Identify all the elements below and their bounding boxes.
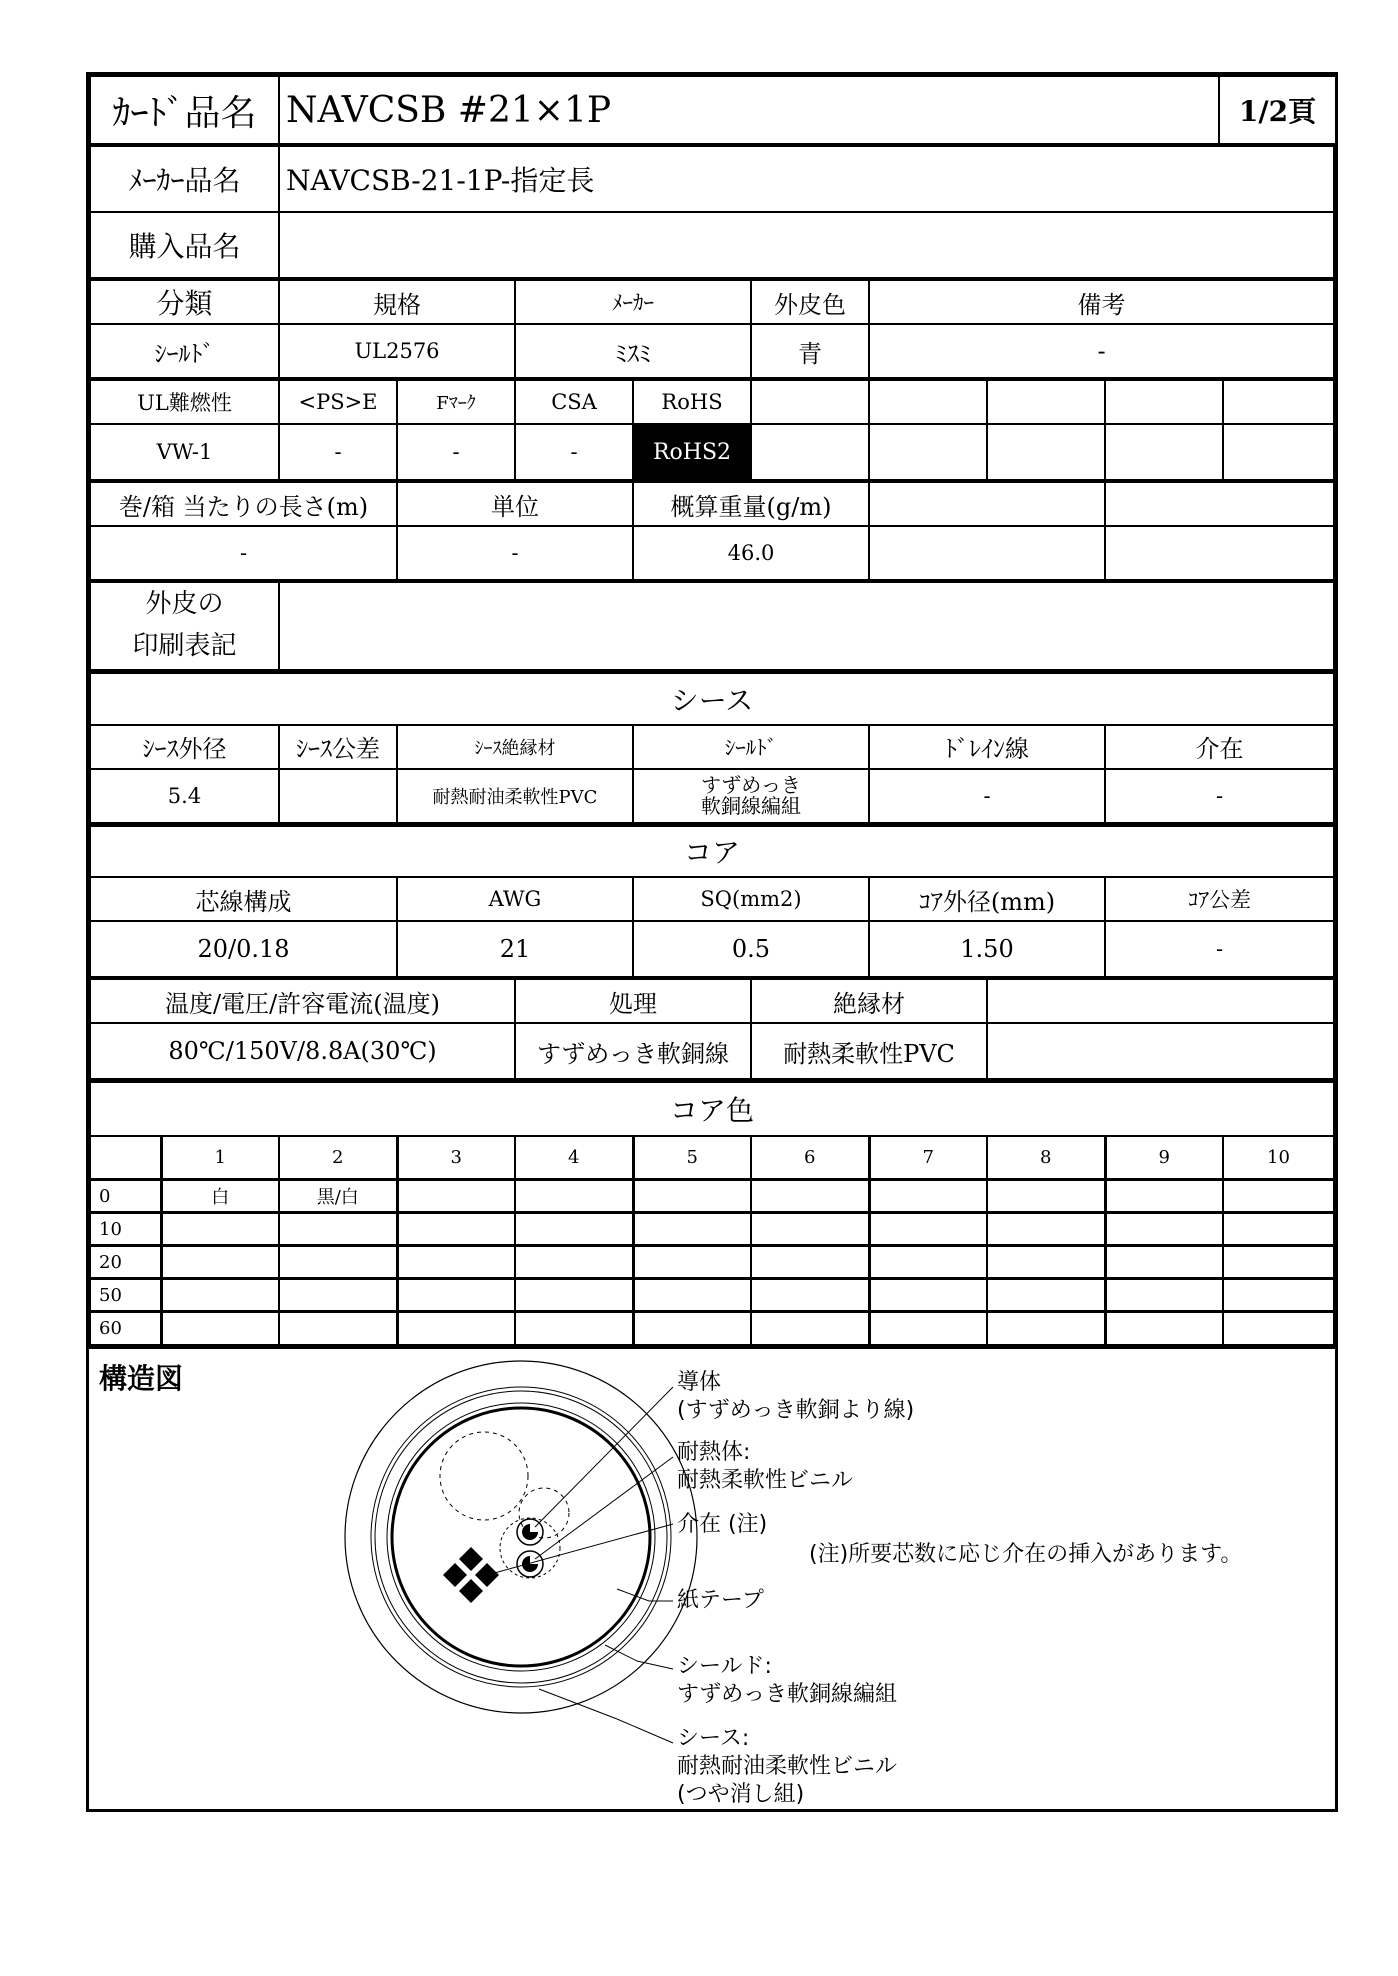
pack-value-2: 46.0 [633, 526, 869, 580]
class-header-3: 外皮色 [751, 280, 869, 324]
core-color-cell [1223, 1246, 1334, 1279]
classification-table [89, 279, 1335, 379]
core-color-cell [161, 1279, 279, 1312]
core-header-4: ｺｱ公差 [1105, 877, 1334, 921]
std-header-0: UL難燃性 [90, 380, 279, 424]
core-color-col-4: 4 [515, 1136, 633, 1180]
sheath-header-4: ﾄﾞﾚｲﾝ線 [869, 725, 1105, 769]
std-value-7 [987, 424, 1105, 480]
label-tape: 紙テープ [677, 1587, 764, 1613]
class-value-3: 青 [751, 324, 869, 378]
purchase-label: 購入品名 [90, 212, 279, 278]
core-color-row-label: 50 [90, 1279, 161, 1312]
core-color-row [90, 1246, 1334, 1279]
std-header-7 [987, 380, 1105, 424]
print-label-line2: 印刷表記 [132, 631, 237, 661]
label-note: (注)所要芯数に応じ介在の挿入があります。 [809, 1541, 1243, 1567]
core-color-cell [515, 1180, 633, 1213]
sheath-value-1 [279, 769, 397, 823]
sheath-value-0: 5.4 [90, 769, 279, 823]
print-table [89, 581, 1335, 671]
core-color-cell [751, 1180, 869, 1213]
core-value-2: 0.5 [633, 921, 869, 977]
label-sheath: シース: 耐熱耐油柔軟性ビニル (つや消し組) [677, 1725, 898, 1807]
core-color-cell [751, 1312, 869, 1345]
sheath-table [89, 671, 1335, 824]
core-header-3: ｺｱ外径(mm) [869, 877, 1105, 921]
shield-inner-circle [375, 1391, 667, 1683]
core-color-cell [869, 1279, 987, 1312]
core-color-cell [1223, 1180, 1334, 1213]
pack-header-0: 巻/箱 当たりの長さ(m) [90, 482, 397, 526]
core-color-cell [987, 1246, 1105, 1279]
core-color-cell [397, 1213, 515, 1246]
pack-header-4 [1105, 482, 1334, 526]
core2-value-1: すずめっき軟銅線 [515, 1023, 751, 1079]
core-color-cell [869, 1312, 987, 1345]
core-color-row [90, 1180, 1334, 1213]
std-value-9 [1223, 424, 1334, 480]
class-header-1: 規格 [279, 280, 515, 324]
rohs-badge: RoHS2 [633, 424, 751, 480]
core-color-cell [1105, 1312, 1223, 1345]
core-color-col-9: 9 [1105, 1136, 1223, 1180]
filler-diamonds [443, 1547, 499, 1603]
core-color-cell [397, 1180, 515, 1213]
packaging-table [89, 481, 1335, 581]
sheath-circle [345, 1361, 697, 1713]
core-color-cell [515, 1246, 633, 1279]
core-color-row [90, 1312, 1334, 1345]
core2-value-0: 80℃/150V/8.8A(30℃) [90, 1023, 515, 1079]
core-color-row-label: 0 [90, 1180, 161, 1213]
maker-value: NAVCSB-21-1P-指定長 [279, 146, 1334, 212]
sheath-value-5: - [1105, 769, 1334, 823]
sheath-header-3: ｼｰﾙﾄﾞ [633, 725, 869, 769]
core-color-cell [515, 1213, 633, 1246]
sheath-shield-line2: 軟銅線編組 [701, 793, 801, 818]
std-value-6 [869, 424, 987, 480]
core-color-cell [279, 1246, 397, 1279]
print-label [90, 582, 279, 670]
core-color-cell [751, 1279, 869, 1312]
core-color-cell [751, 1213, 869, 1246]
core2-value-2: 耐熱柔軟性PVC [751, 1023, 987, 1079]
core-color-cell [279, 1279, 397, 1312]
sheath-value-4: - [869, 769, 1105, 823]
std-header-5 [751, 380, 869, 424]
core-value-0: 20/0.18 [90, 921, 397, 977]
core-table [89, 824, 1335, 979]
core-header-2: SQ(mm2) [633, 877, 869, 921]
core-color-row-label: 20 [90, 1246, 161, 1279]
pack-header-3 [869, 482, 1105, 526]
core-color-col-2: 2 [279, 1136, 397, 1180]
core-color-col-5: 5 [633, 1136, 751, 1180]
core-color-cell [279, 1312, 397, 1345]
core-header-1: AWG [397, 877, 633, 921]
std-header-9 [1223, 380, 1334, 424]
structure-diagram [89, 1346, 1335, 1809]
core-color-cell [397, 1312, 515, 1345]
std-header-6 [869, 380, 987, 424]
core2-header-0: 温度/電圧/許容電流(温度) [90, 979, 515, 1023]
core-color-col-6: 6 [751, 1136, 869, 1180]
purchase-value [279, 212, 1334, 278]
std-value-1: - [279, 424, 397, 480]
maker-table [89, 145, 1335, 279]
card-label: ｶｰﾄﾞ品名 [90, 76, 279, 144]
core-color-cell [397, 1246, 515, 1279]
core-value-3: 1.50 [869, 921, 1105, 977]
sheath-value-2: 耐熱耐油柔軟性PVC [397, 769, 633, 823]
spec-sheet [86, 72, 1338, 1812]
class-header-0: 分類 [90, 280, 279, 324]
filler-circle-1 [440, 1432, 528, 1520]
core-color-cell [1223, 1312, 1334, 1345]
class-value-1: UL2576 [279, 324, 515, 378]
core-header-0: 芯線構成 [90, 877, 397, 921]
diagram-title: 構造図 [99, 1361, 184, 1395]
core-color-cell: 白 [161, 1180, 279, 1213]
core-color-cell [1105, 1279, 1223, 1312]
core-color-col-10: 10 [1223, 1136, 1334, 1180]
core-color-cell [869, 1213, 987, 1246]
core-color-row [90, 1213, 1334, 1246]
core2-header-1: 処理 [515, 979, 751, 1023]
core-title: コア [90, 825, 1334, 877]
core-color-cell [515, 1312, 633, 1345]
core-color-row-label: 10 [90, 1213, 161, 1246]
core-color-cell [987, 1312, 1105, 1345]
pack-header-1: 単位 [397, 482, 633, 526]
core-color-row-label: 60 [90, 1312, 161, 1345]
core-color-row [90, 1279, 1334, 1312]
std-value-5 [751, 424, 869, 480]
std-value-3: - [515, 424, 633, 480]
core-color-cell [161, 1246, 279, 1279]
core2-header-3 [987, 979, 1334, 1023]
class-header-4: 備考 [869, 280, 1334, 324]
std-value-8 [1105, 424, 1223, 480]
card-value: NAVCSB #21×1P [279, 76, 1219, 144]
core-color-col-3: 3 [397, 1136, 515, 1180]
std-header-3: CSA [515, 380, 633, 424]
core-color-cell [751, 1246, 869, 1279]
class-header-2: ﾒｰｶｰ [515, 280, 751, 324]
pack-value-1: - [397, 526, 633, 580]
core-color-title: コア色 [90, 1082, 1334, 1136]
pack-value-3 [869, 526, 1105, 580]
standards-table [89, 379, 1335, 481]
core-color-cell [987, 1180, 1105, 1213]
core-color-cell [987, 1279, 1105, 1312]
core-color-col-8: 8 [987, 1136, 1105, 1180]
sheath-title: シース [90, 673, 1334, 725]
core-color-cell [1105, 1180, 1223, 1213]
core-color-cell [633, 1246, 751, 1279]
class-value-4: - [869, 324, 1334, 378]
page-number: 1/2頁 [1219, 76, 1336, 144]
core-value-1: 21 [397, 921, 633, 977]
sheath-header-0: ｼｰｽ外径 [90, 725, 279, 769]
core-color-cell [633, 1213, 751, 1246]
sheath-header-1: ｼｰｽ公差 [279, 725, 397, 769]
core-color-cell [161, 1213, 279, 1246]
label-filler: 介在 (注) [677, 1511, 768, 1537]
print-label-line1: 外皮の [145, 589, 224, 620]
class-value-2: ﾐｽﾐ [515, 324, 751, 378]
tape-inner-circle [392, 1408, 650, 1666]
core-color-corner [90, 1136, 161, 1180]
core-color-cell [633, 1180, 751, 1213]
print-value [279, 582, 1334, 670]
core2-header-2: 絶縁材 [751, 979, 987, 1023]
core-color-table [89, 1080, 1335, 1346]
core-color-cell [1223, 1213, 1334, 1246]
core-color-cell [1105, 1246, 1223, 1279]
pack-value-4 [1105, 526, 1334, 580]
std-header-4: RoHS [633, 380, 751, 424]
std-header-8 [1105, 380, 1223, 424]
pack-value-0: - [90, 526, 397, 580]
core-color-cell [161, 1312, 279, 1345]
core-color-cell [1105, 1213, 1223, 1246]
core-color-col-7: 7 [869, 1136, 987, 1180]
sheath-header-5: 介在 [1105, 725, 1334, 769]
core-color-cell [1223, 1279, 1334, 1312]
core-color-header-row [90, 1136, 1334, 1180]
sheath-value-3 [633, 769, 869, 823]
pack-header-2: 概算重量(g/m) [633, 482, 869, 526]
core-color-cell [869, 1180, 987, 1213]
maker-label: ﾒｰｶｰ品名 [90, 146, 279, 212]
leader-lines [487, 1387, 673, 1743]
core-color-cell: 黒/白 [279, 1180, 397, 1213]
core-color-col-1: 1 [161, 1136, 279, 1180]
core-color-cell [987, 1213, 1105, 1246]
std-header-1: <PS>E [279, 380, 397, 424]
core-table-2 [89, 978, 1335, 1080]
header-table [89, 75, 1337, 145]
core-value-4: - [1105, 921, 1334, 977]
tape-circle [387, 1403, 655, 1671]
label-insulation: 耐熱体: 耐熱柔軟性ビニル [677, 1439, 854, 1493]
label-shield: シールド: すずめっき軟銅線編組 [677, 1653, 898, 1707]
sheath-shield-line1: すずめっき [701, 772, 801, 797]
std-value-2: - [397, 424, 515, 480]
core-color-cell [515, 1279, 633, 1312]
core-color-cell [279, 1213, 397, 1246]
core-color-cell [633, 1312, 751, 1345]
core-color-cell [397, 1279, 515, 1312]
core-color-cell [633, 1279, 751, 1312]
std-header-2: Fﾏｰｸ [397, 380, 515, 424]
class-value-0: ｼｰﾙﾄﾞ [90, 324, 279, 378]
core2-value-3 [987, 1023, 1334, 1079]
std-value-0: VW-1 [90, 424, 279, 480]
sheath-header-2: ｼｰｽ絶縁材 [397, 725, 633, 769]
label-conductor: 導体 (すずめっき軟銅より線) [677, 1369, 915, 1423]
core-color-cell [869, 1246, 987, 1279]
